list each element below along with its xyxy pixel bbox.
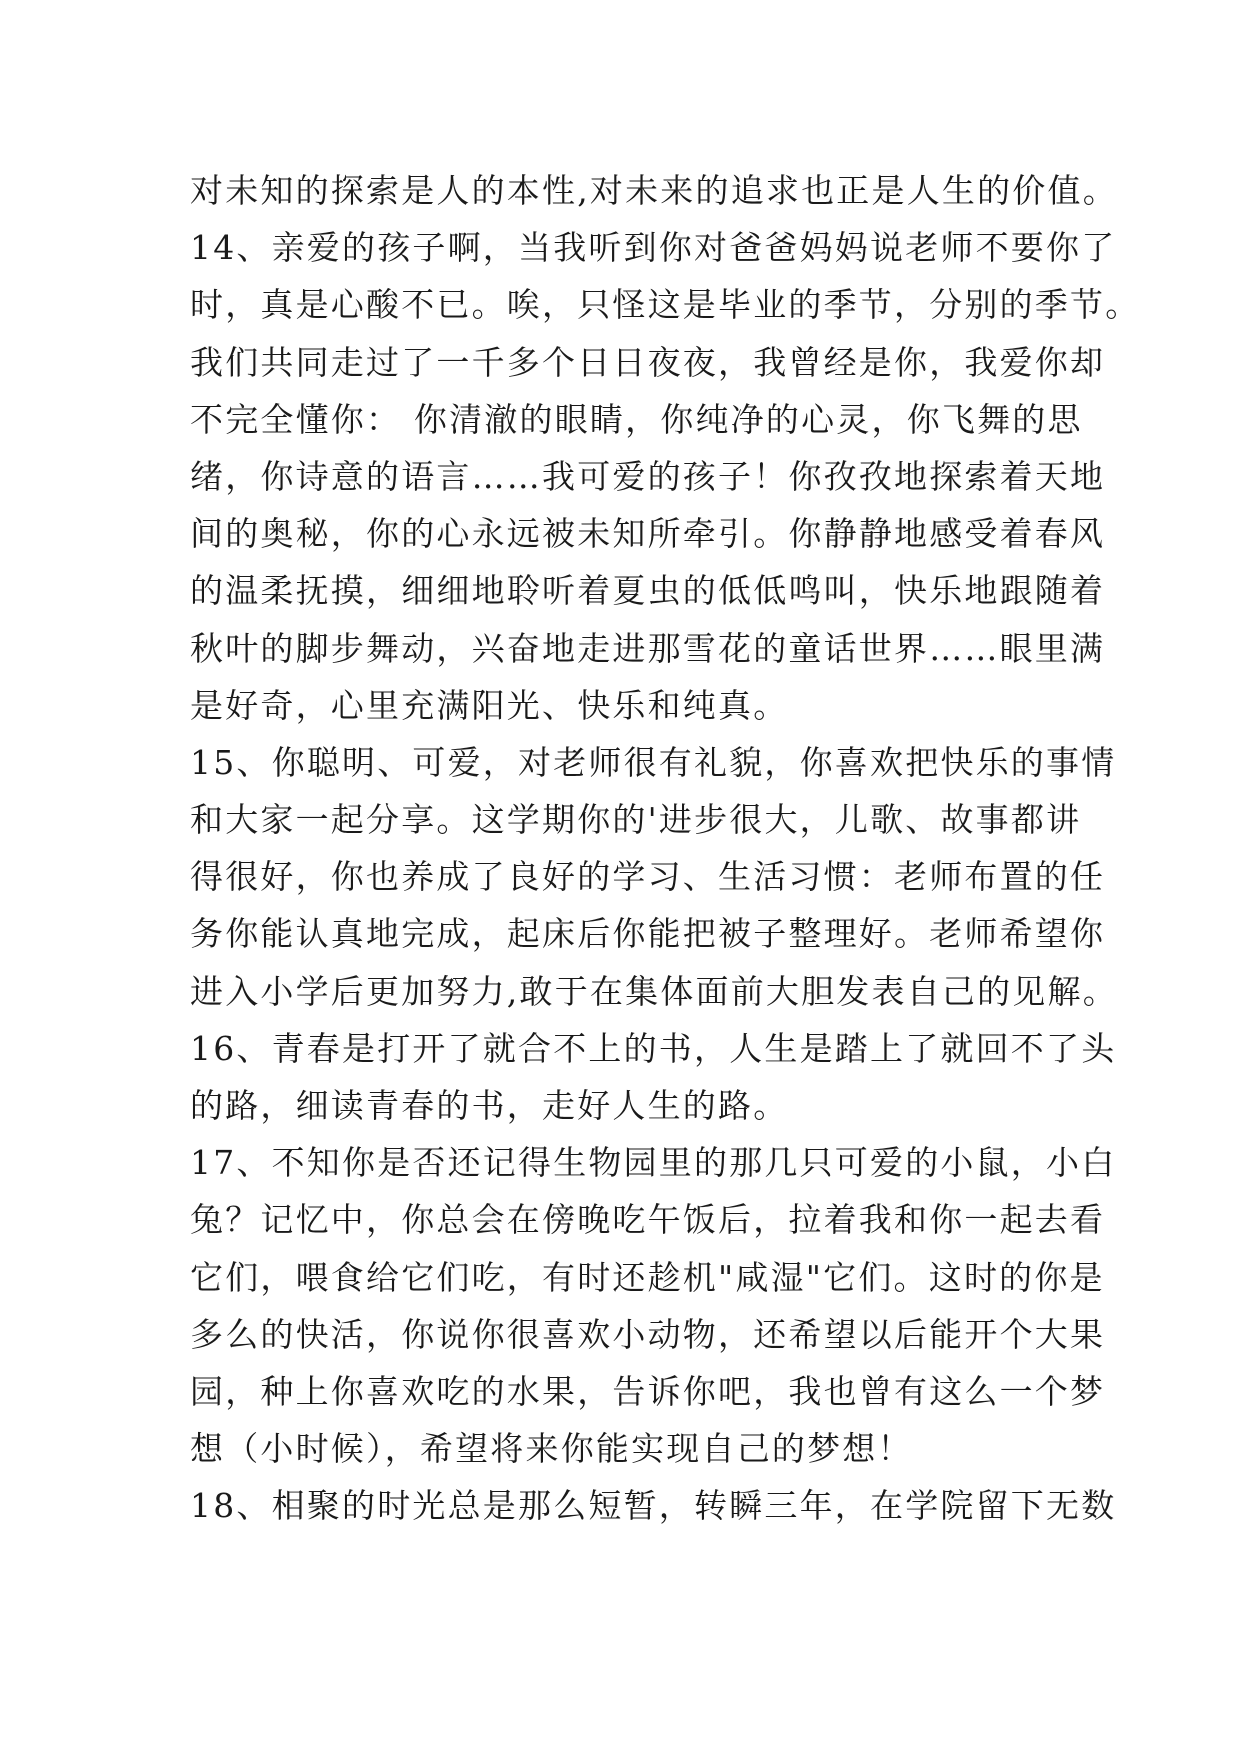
text-line: 的温柔抚摸，细细地聆听着夏虫的低低鸣叫，快乐地跟随着 (190, 571, 1106, 611)
text-line: 我们共同走过了一千多个日日夜夜，我曾经是你，我爱你却 (190, 342, 1106, 382)
text-line: 15、你聪明、可爱，对老师很有礼貌，你喜欢把快乐的事情 (190, 742, 1117, 782)
text-line: 得很好，你也养成了良好的学习、生活习惯：老师布置的任 (190, 857, 1106, 897)
text-line: 它们，喂食给它们吃，有时还趁机"咸湿"它们。这时的你是 (190, 1257, 1105, 1297)
text-line: 不完全懂你： 你清澈的眼睛，你纯净的心灵，你飞舞的思 (190, 399, 1083, 439)
body-text (190, 162, 1141, 1535)
text-line: 进入小学后更加努力,敢于在集体面前大胆发表自己的见解。 (190, 971, 1118, 1011)
text-line: 对未知的探索是人的本性,对未来的追求也正是人生的价值。 (190, 171, 1118, 210)
text-line: 17、不知你是否还记得生物园里的那几只可爱的小鼠，小白 (190, 1143, 1117, 1183)
text-line: 间的奥秘，你的心永远被未知所牵引。你静静地感受着春风 (190, 514, 1106, 554)
text-line: 务你能认真地完成，起床后你能把被子整理好。老师希望你 (190, 914, 1106, 954)
text-line: 园，种上你喜欢吃的水果，告诉你吧，我也曾有这么一个梦 (190, 1371, 1106, 1411)
text-line: 是好奇，心里充满阳光、快乐和纯真。 (190, 685, 789, 725)
text-line: 18、相聚的时光总是那么短暂，转瞬三年，在学院留下无数 (190, 1486, 1117, 1526)
text-line: 兔？记忆中，你总会在傍晚吃午饭后，拉着我和你一起去看 (190, 1200, 1106, 1240)
text-line: 多么的快活，你说你很喜欢小动物，还希望以后能开个大果 (190, 1314, 1106, 1354)
text-line: 想（小时候），希望将来你能实现自己的梦想！ (190, 1429, 913, 1469)
text-line: 的路，细读青春的书，走好人生的路。 (190, 1086, 789, 1125)
text-line: 绪，你诗意的语言……我可爱的孩子！你孜孜地探索着天地 (190, 456, 1106, 496)
text-line: 时，真是心酸不已。唉，只怪这是毕业的季节，分别的季节。 (190, 285, 1141, 325)
text-line: 和大家一起分享。这学期你的'进步很大，儿歌、故事都讲 (190, 800, 1082, 840)
text-line: 秋叶的脚步舞动，兴奋地走进那雪花的童话世界……眼里满 (190, 628, 1106, 668)
text-line: 14、亲爱的孩子啊，当我听到你对爸爸妈妈说老师不要你了 (190, 228, 1117, 268)
text-line: 16、青春是打开了就合不上的书，人生是踏上了就回不了头 (190, 1028, 1117, 1068)
